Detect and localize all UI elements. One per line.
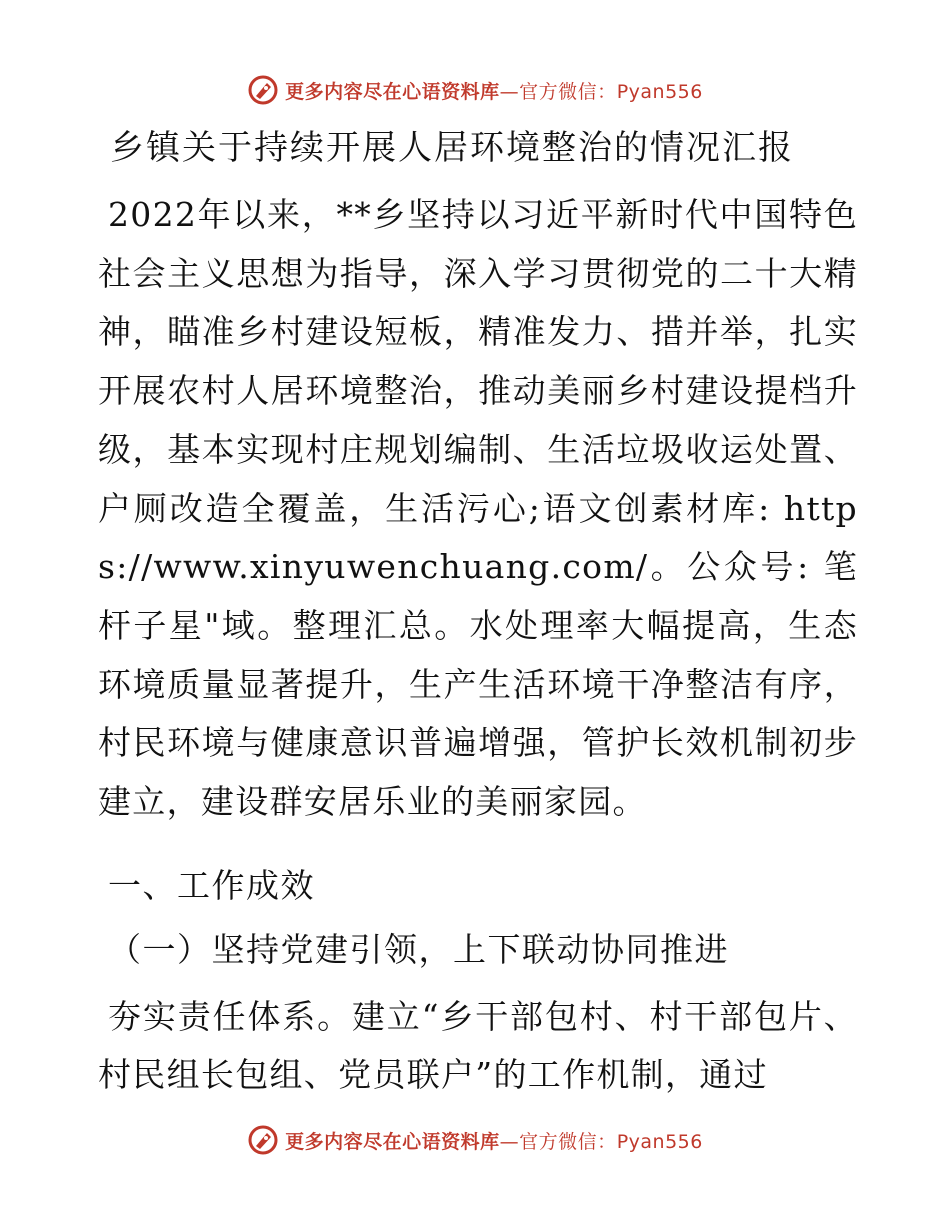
- watermark-wechat-label: 官方微信：: [519, 80, 617, 103]
- intro-paragraph: 2022年以来，**乡坚持以习近平新时代中国特色社会主义思想为指导，深入学习贯彻党的二十大精神，瞄准乡村建设短板，精准发力、措并举，扎实开展农村人居环境整治，推动美丽乡村建设提档升级，基本实现村庄规划编制、生活垃圾收运处置、户厕改造全覆盖，生活污心;语文创素材库: https://www.xinyuwenchuang.com/。公众号: 笔杆子星"域。整理汇总。水处理率大幅提高，生态环境质量显著提升，生产生活环境干净整洁有序，村民环境与健康意识普遍增强，管护长效机制初步建立，建设群安居乐业的美丽家园。: [98, 195, 858, 822]
- watermark-separator: —: [499, 1130, 520, 1153]
- body-paragraph-1: 夯实责任体系。建立“乡干部包村、村干部包片、村民组长包组、党员联户”的工作机制，通过: [98, 996, 858, 1095]
- watermark-wechat-label: 官方微信：: [519, 1130, 617, 1153]
- pen-nib-logo-icon: [247, 74, 279, 106]
- watermark-wechat-id: Pyan556: [616, 80, 703, 103]
- watermark-header: [0, 70, 950, 110]
- watermark-wechat-id: Pyan556: [616, 1130, 703, 1153]
- section-heading-1: 一、工作成效: [108, 865, 315, 905]
- document-title: 乡镇关于持续开展人居环境整治的情况汇报: [110, 128, 794, 168]
- pen-nib-logo-icon: [247, 1124, 279, 1156]
- document-body: [98, 124, 858, 1105]
- subsection-heading-1: （一）坚持党建引领，上下联动协同推进: [108, 929, 729, 969]
- watermark-text: [285, 1127, 703, 1154]
- watermark-separator: —: [499, 80, 520, 103]
- watermark-site-text: 更多内容尽在心语资料库: [285, 1130, 500, 1153]
- watermark-site-text: 更多内容尽在心语资料库: [285, 80, 500, 103]
- watermark-text: [285, 77, 703, 104]
- watermark-footer: [0, 1120, 950, 1160]
